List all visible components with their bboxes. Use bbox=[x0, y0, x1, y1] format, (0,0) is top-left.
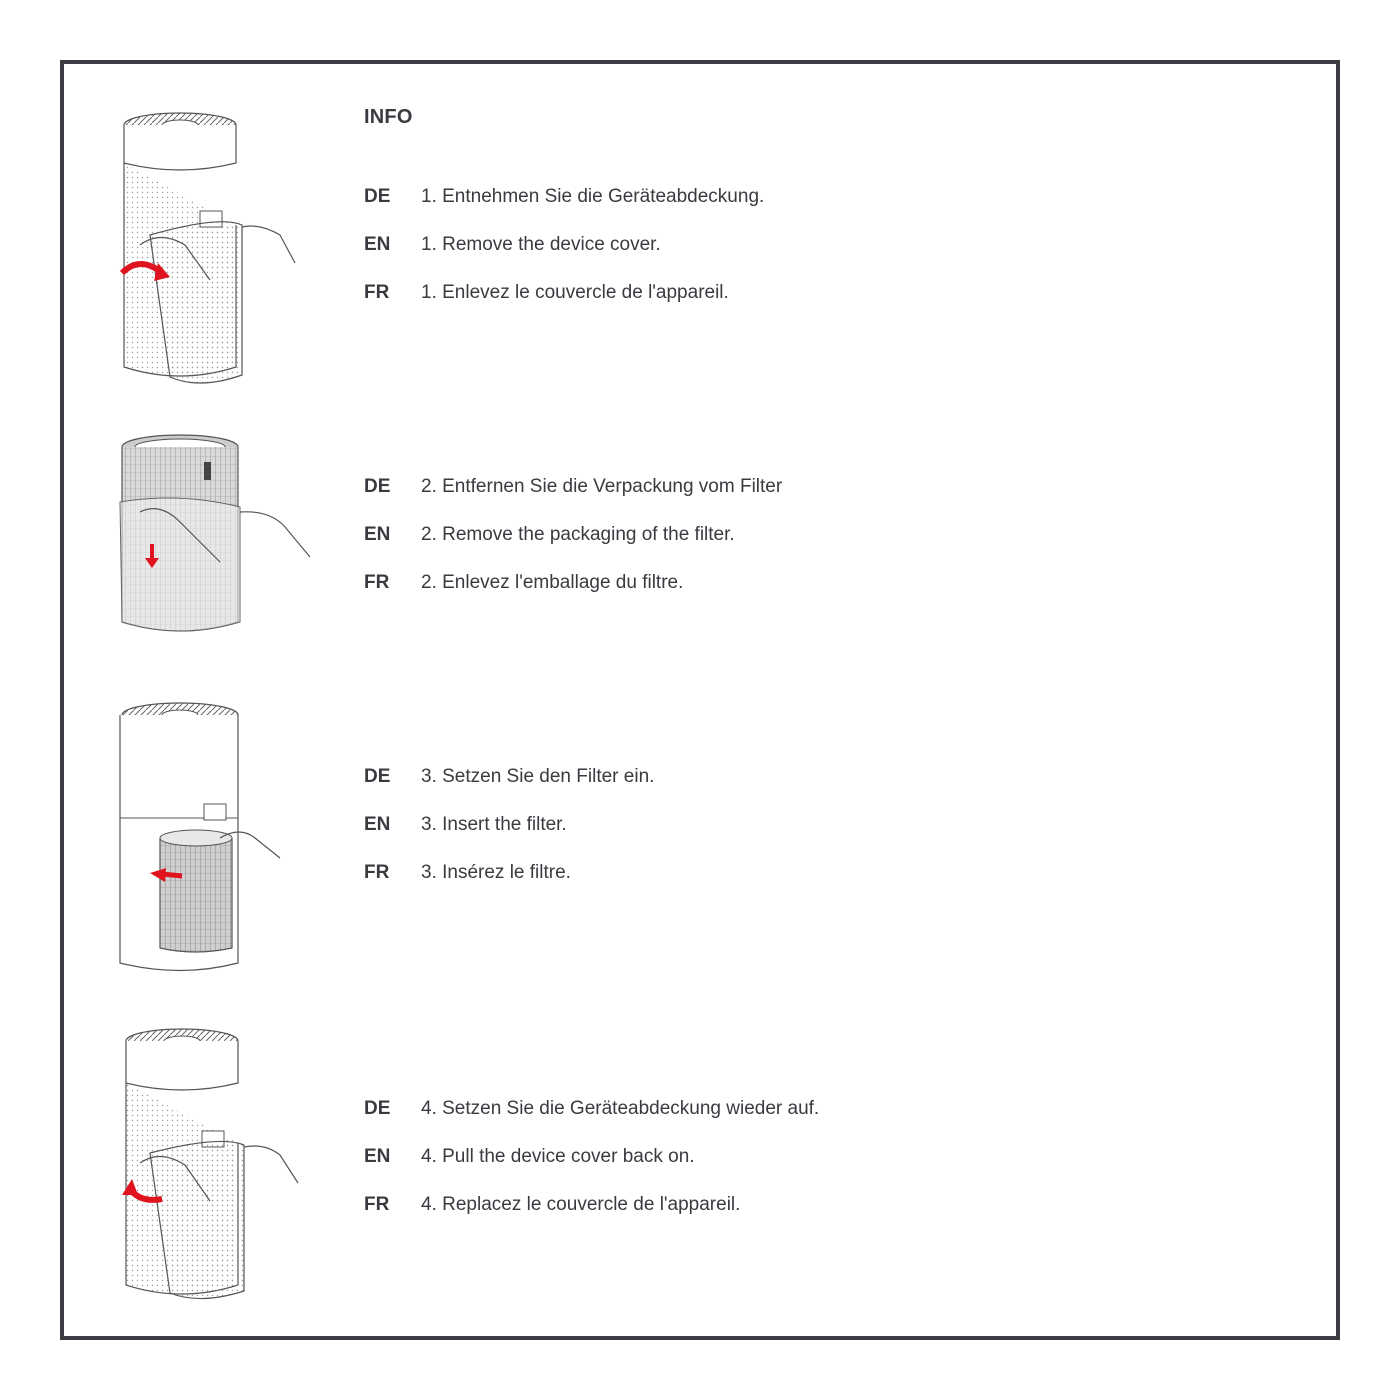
lang-code: EN bbox=[364, 1146, 391, 1167]
lang-code: FR bbox=[364, 282, 390, 303]
purifier-replace-cover-icon bbox=[110, 1023, 310, 1308]
step-3-illustration bbox=[110, 698, 290, 978]
instruction-text: 2. Remove the packaging of the filter. bbox=[421, 524, 735, 545]
lang-code: DE bbox=[364, 1098, 391, 1119]
info-title: INFO bbox=[364, 106, 413, 128]
instruction-text: 1. Remove the device cover. bbox=[421, 234, 661, 255]
lang-code: DE bbox=[364, 766, 391, 787]
lang-code: EN bbox=[364, 524, 391, 545]
instruction-text: 1. Entnehmen Sie die Geräteabdeckung. bbox=[421, 186, 765, 207]
instruction-text: 4. Replacez le couvercle de l'appareil. bbox=[421, 1194, 741, 1215]
lang-code: FR bbox=[364, 572, 390, 593]
instruction-text: 3. Insert the filter. bbox=[421, 814, 567, 835]
instruction-text: 2. Enlevez l'emballage du filtre. bbox=[421, 572, 684, 593]
instruction-text: 4. Pull the device cover back on. bbox=[421, 1146, 695, 1167]
lang-code: DE bbox=[364, 476, 391, 497]
instruction-text: 2. Entfernen Sie die Verpackung vom Filter bbox=[421, 476, 783, 497]
filter-remove-packaging-icon bbox=[110, 432, 315, 642]
lang-code: EN bbox=[364, 814, 391, 835]
instruction-text: 3. Insérez le filtre. bbox=[421, 862, 571, 883]
instruction-text: 4. Setzen Sie die Geräteabdeckung wieder auf. bbox=[421, 1098, 820, 1119]
purifier-remove-cover-icon bbox=[110, 105, 310, 390]
step-4-illustration bbox=[110, 1023, 310, 1308]
lang-code: FR bbox=[364, 1194, 390, 1215]
lang-code: FR bbox=[364, 862, 390, 883]
lang-code: DE bbox=[364, 186, 391, 207]
instruction-text: 3. Setzen Sie den Filter ein. bbox=[421, 766, 655, 787]
instruction-text: 1. Enlevez le couvercle de l'appareil. bbox=[421, 282, 729, 303]
lang-code: EN bbox=[364, 234, 391, 255]
insert-filter-icon bbox=[110, 698, 290, 978]
step-2-illustration bbox=[110, 432, 315, 642]
step-1-illustration bbox=[110, 105, 310, 390]
